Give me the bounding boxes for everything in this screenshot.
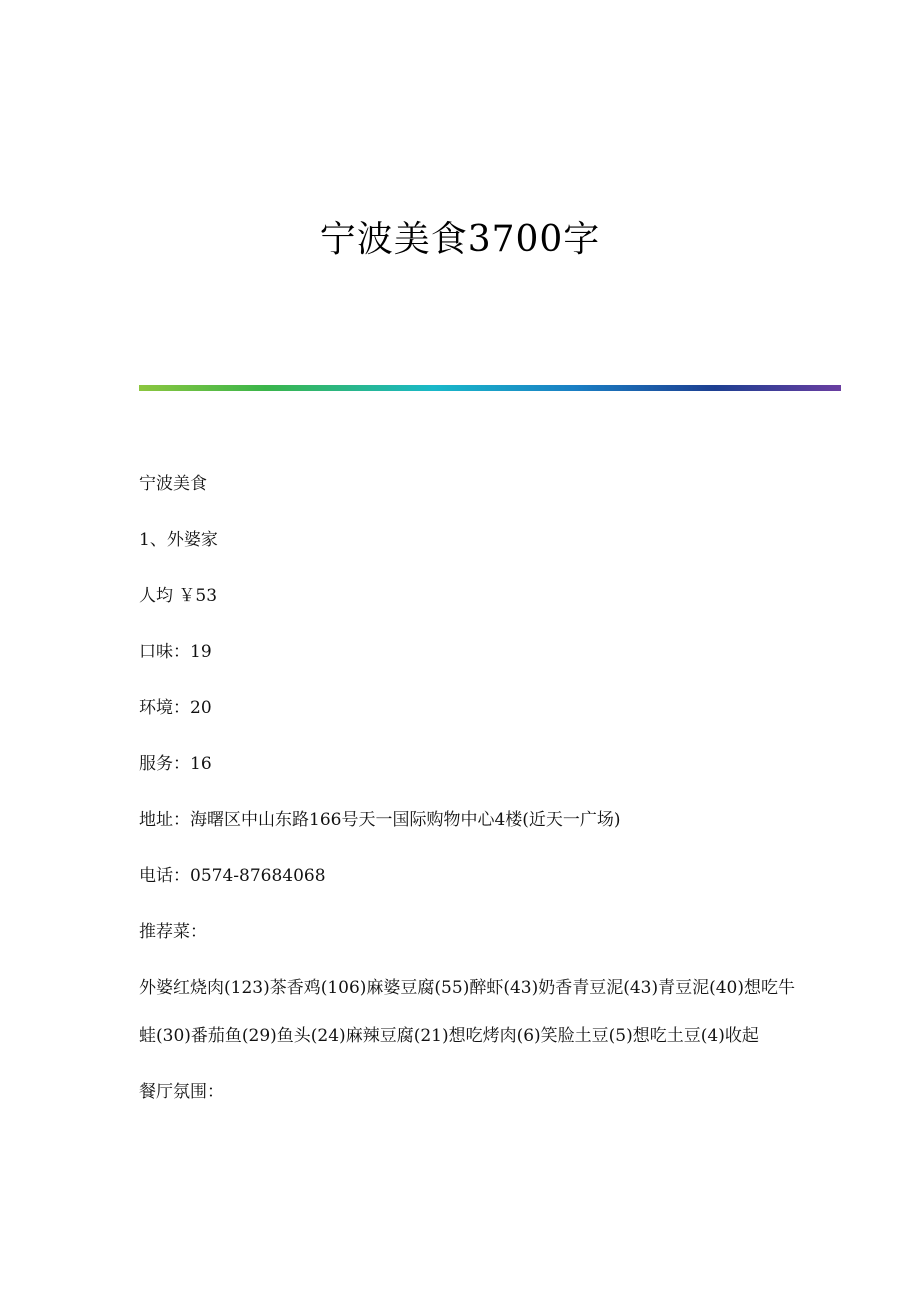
document-title: 宁波美食3700字 (319, 219, 601, 260)
ambience-label: 餐厅氛围： (139, 1082, 224, 1102)
title-divider (139, 385, 841, 391)
section-heading: 宁波美食 (139, 474, 207, 494)
service-score: 服务：16 (139, 754, 212, 774)
environment-score: 环境：20 (139, 698, 212, 718)
taste-score: 口味：19 (139, 642, 212, 662)
recommended-dishes-list: 外婆红烧肉(123)茶香鸡(106)麻婆豆腐(55)醉虾(43)奶香青豆泥(43)青豆泥(40)想吃牛蛙(30)番茄鱼(29)鱼头(24)麻辣豆腐(21)想吃烤肉(6)笑脸土豆(5)想吃土豆(4)收起 (139, 978, 796, 1046)
address: 地址：海曙区中山东路166号天一国际购物中心4楼(近天一广场) (139, 810, 621, 830)
phone: 电话：0574-87684068 (139, 866, 326, 886)
document-body (139, 470, 799, 1134)
recommended-dishes-label: 推荐菜： (139, 922, 207, 942)
restaurant-name: 1、外婆家 (139, 530, 218, 550)
average-price: 人均 ￥53 (139, 586, 218, 606)
